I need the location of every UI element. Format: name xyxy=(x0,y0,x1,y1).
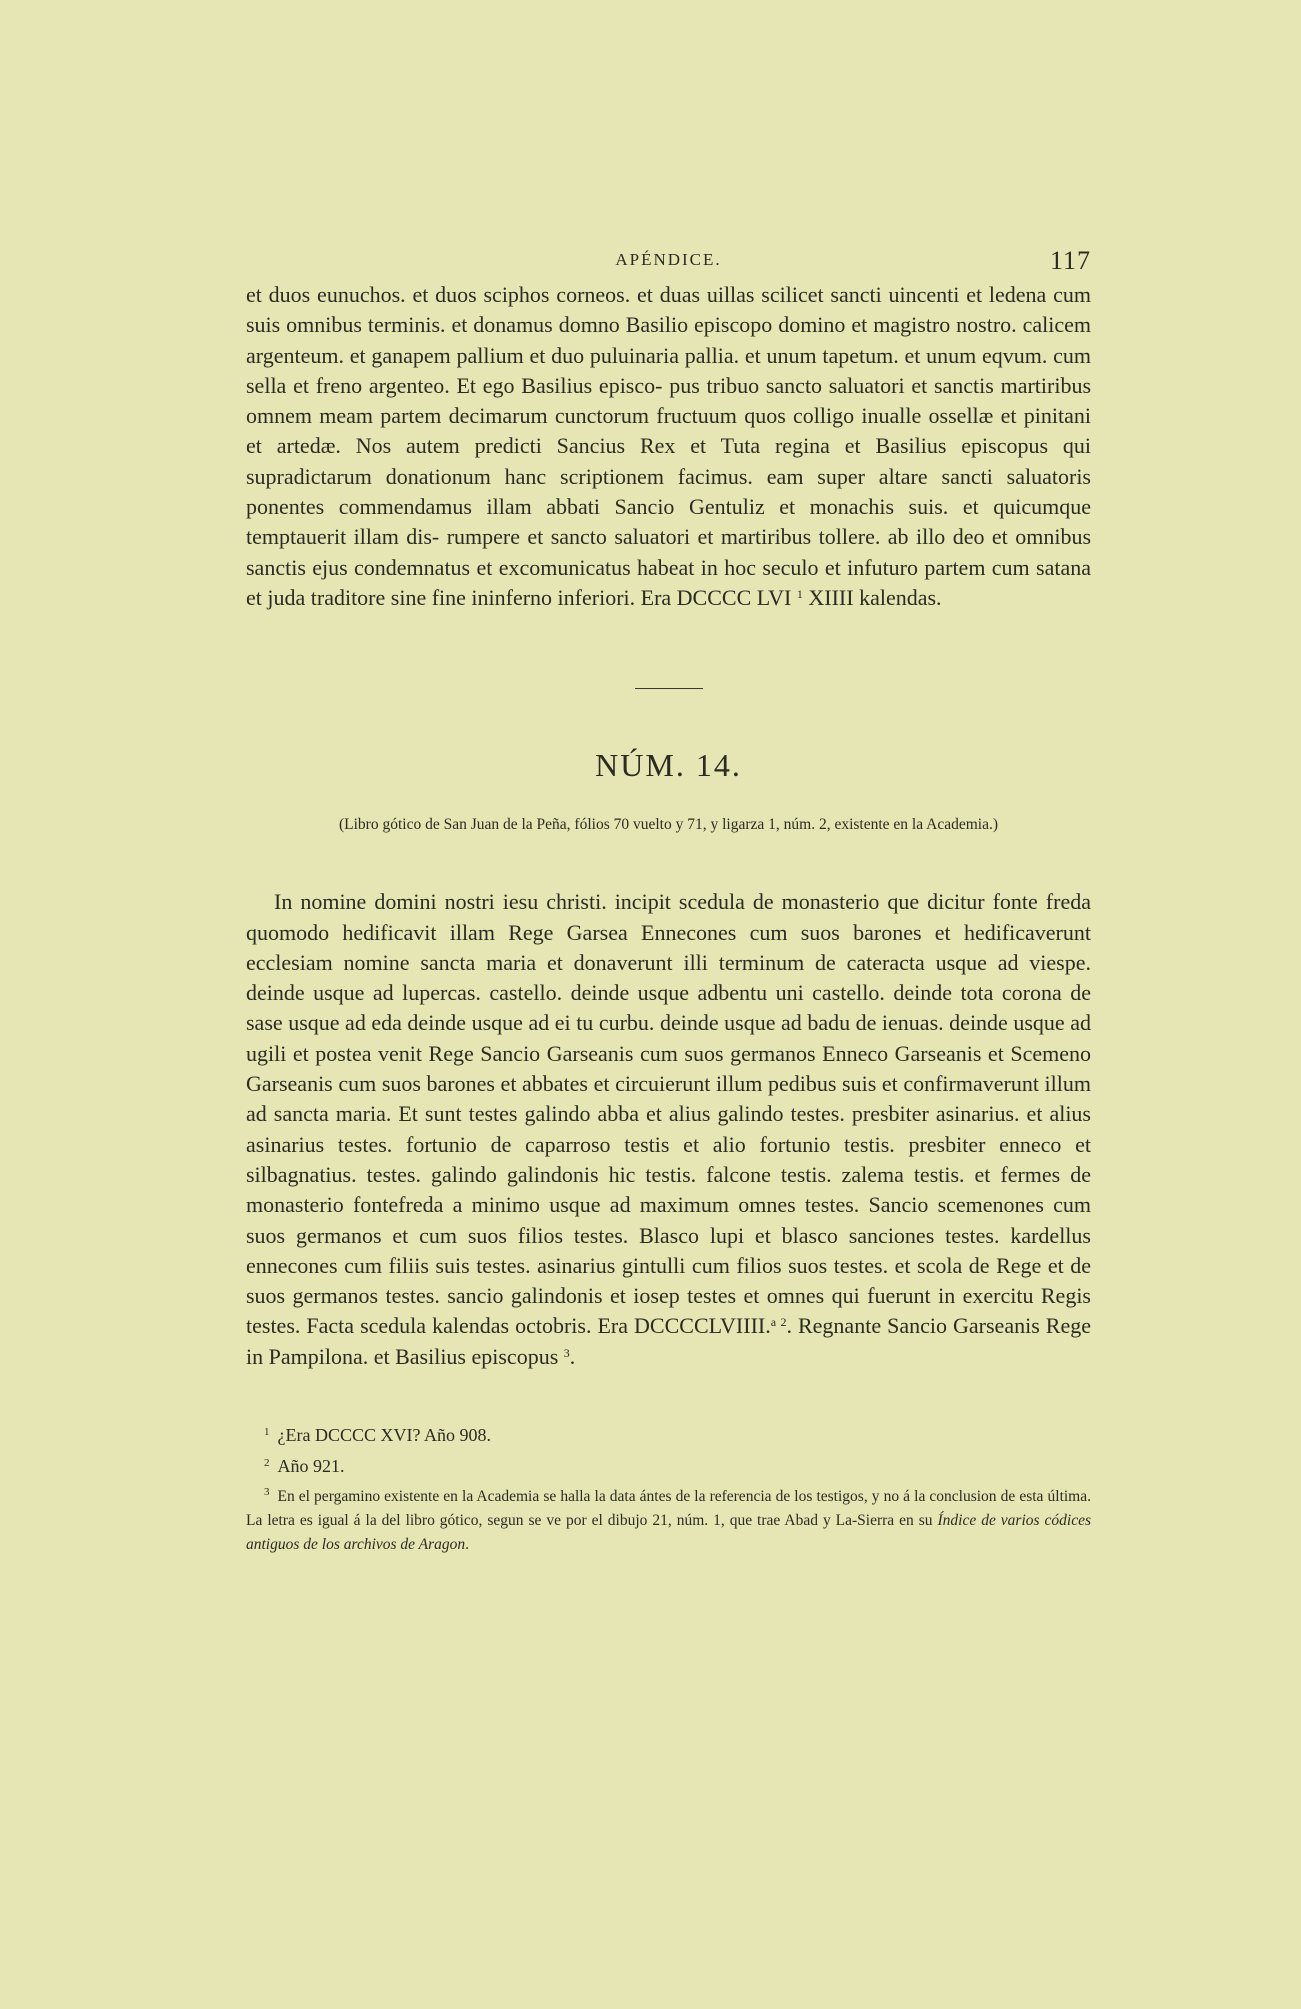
footnote-mark: 2 xyxy=(264,1457,270,1470)
first-text-block xyxy=(246,280,1091,613)
running-head-title: APÉNDICE. xyxy=(615,250,722,269)
footnote-end: . xyxy=(465,1536,470,1554)
footnote-mark: 3 xyxy=(264,1486,270,1499)
superscript-a: a xyxy=(770,1315,777,1330)
second-text-block xyxy=(246,887,1091,1372)
text-line-last xyxy=(246,585,942,610)
source-note: (Libro gótico de San Juan de la Peña, fólios 70 vuelto y 71, y ligarza 1, núm. 2, existente en la Academia.) xyxy=(338,816,998,834)
text-line: pus tribuo sancto saluatori et sanctis martiribus omnem meam partem decimarum xyxy=(246,372,1092,429)
charter-text-end: . xyxy=(569,1343,576,1369)
section-divider xyxy=(635,688,703,689)
footnote-book-title: Índice de varios códices antiguos de los archivos de Aragon xyxy=(246,1512,1091,1554)
footnote-text: Año 921. xyxy=(277,1456,345,1477)
footnote-ref: 1 xyxy=(796,586,803,601)
running-head xyxy=(246,246,1091,280)
charter-text: In nomine domini nostri iesu christi. incipit scedula de monasterio que dicitur fonte freda quomodo hedificavit illam Rege Garsea Ennecones cum suos barones et hedificaverunt ecclesiam nomine sancta maria et donaverunt illi terminum de cateracta usque ad viespe. deinde usque ad lupercas. castello. deinde usque adbentu uni castello. deinde tota corona de sase usque ad eda deinde usque ad ei tu curbu. deinde usque ad badu de ienuas. deinde usque ad ugili et postea venit Rege Sancio Garseanis cum suos germanos Enneco Garseanis et Scemeno Garseanis cum suos barones et abbates et circuierunt illum pedibus suis et confirmaverunt illum ad sancta maria. Et sunt testes galindo abba et alius galindo testes. presbiter asinarius. et alius asinarius testes. fortunio de caparroso testis et alio fortunio testis. presbiter enneco et silbagnatius. testes. galindo galindonis hic testis. falcone testis. zalema testis. et fermes de monasterio fontefreda a minimo usque ad maximum omnes testes. Sancio scemenones cum suos germanos et cum suos filios testes. Blasco lupi et blasco sanciones testes. kardellus ennecones cum filiis suis testes. asinarius gintulli cum filios suos testes. et scola de Rege et de suos germanos testes. sancio galindonis et iosep testes et omnes qui fuerunt in exercitu Regis testes. Facta scedula kalendas octobris. Era DCCCCLVIIII. xyxy=(246,889,1091,1339)
text-line: condemnatus et excomunicatus habeat in hoc seculo et infuturo partem cum satana xyxy=(354,554,1091,580)
book-page xyxy=(246,246,1091,1557)
text-line: unum tapetum. et unum eqvum. cum sella et freno argenteo. Et ego Basilius episco- xyxy=(246,342,1091,398)
charter-text-tail: . Regnante Sancio Garseanis Rege in Pampilona. et Basilius episcopus xyxy=(246,1313,1091,1369)
document-title: NÚM. 14. xyxy=(595,747,742,784)
footnotes xyxy=(246,1418,1091,1557)
text-line: magistro nostro. calicem argenteum. et ganapem pallium et duo puluinaria pallia. et xyxy=(246,312,1091,368)
text-line: illam abbati Sancio Gentuliz et monachis suis. et quicumque temptauerit illam dis- xyxy=(246,494,1091,550)
footnote-text: ¿Era DCCCC XVI? Año 908. xyxy=(277,1425,491,1446)
footnote xyxy=(246,1480,1091,1557)
text-line: cunctorum fructuum quos colligo inualle ossellæ et pinitani et artedæ. Nos autem xyxy=(246,403,1091,459)
footnote xyxy=(246,1418,1091,1449)
text-line: hanc scriptionem facimus. eam super altare sancti saluatoris ponentes commendamus xyxy=(246,463,1091,520)
text-line-last-start: et juda traditore sine fine ininferno inferiori. Era DCCCC LVI xyxy=(246,584,797,610)
footnote-text: En el pergamino existente en la Academia se halla la data ántes de la referencia de los testigos, y no á la conclusion de esta última. La letra es igual á la del libro gótico, segun se ve por el dibujo 21, núm. 1, que trae Abad y La-Sierra en su xyxy=(246,1488,1091,1530)
text-line-last-end: XIIII kalendas. xyxy=(802,584,942,610)
page-number: 117 xyxy=(1049,246,1091,275)
footnote-ref: 2 xyxy=(780,1315,787,1330)
text-line: ledena cum suis omnibus terminis. et donamus domno Basilio episcopo domino et xyxy=(246,282,1091,338)
footnote-mark: 1 xyxy=(264,1426,270,1439)
text-line: rumpere et sancto saluatori et martiribus tollere. ab illo deo et omnibus sanctis ejus xyxy=(246,524,1092,580)
text-line: et duos eunuchos. et duos sciphos corneos. et duas uillas scilicet sancti uincenti et xyxy=(246,282,983,307)
footnote-ref: 3 xyxy=(563,1345,570,1360)
text-line: predicti Sancius Rex et Tuta regina et Basilius episcopus qui supradictarum donationum xyxy=(246,433,1091,489)
footnote xyxy=(246,1449,1091,1480)
